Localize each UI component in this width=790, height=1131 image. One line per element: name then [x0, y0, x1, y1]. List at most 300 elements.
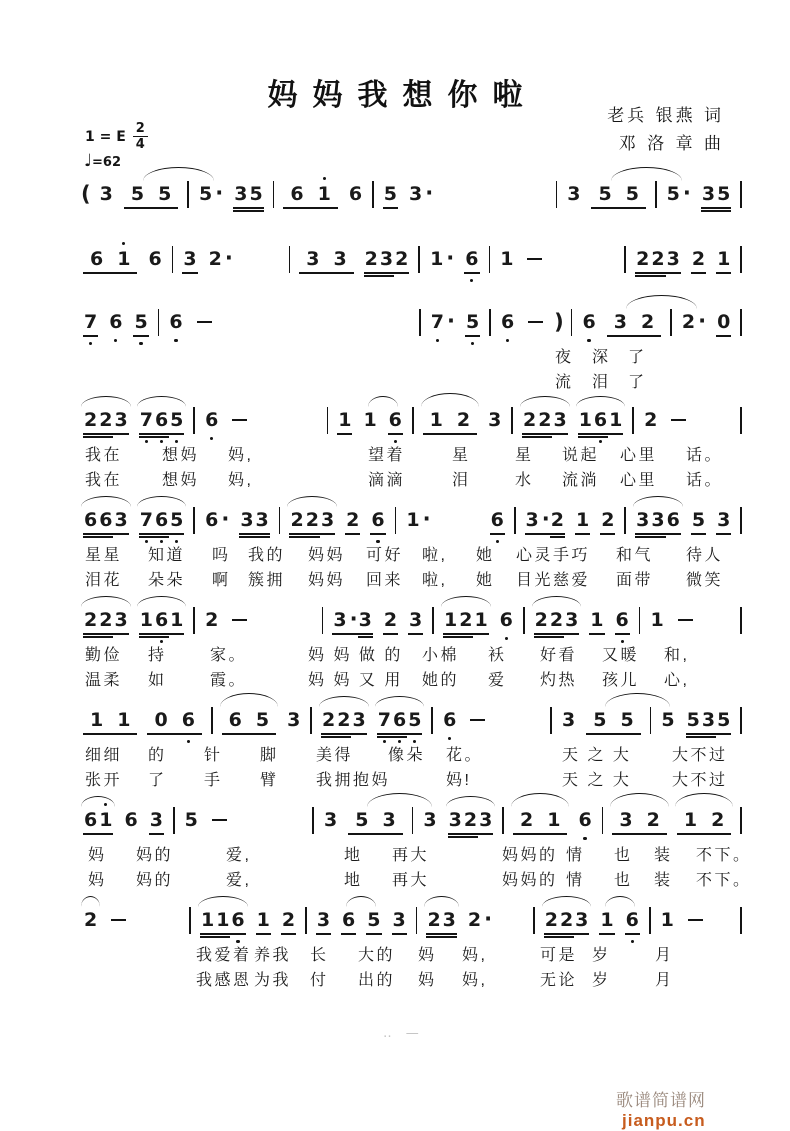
note-group [499, 609, 514, 631]
bar-line [412, 807, 414, 834]
lyric-syllable: 妈, [228, 447, 254, 464]
lyric-syllable: 目光慈爱 [516, 572, 591, 589]
lyric-syllable: 簇拥 [248, 572, 286, 589]
lyric-syllable: 妈妈 [308, 572, 346, 589]
bar-line [416, 907, 418, 934]
note: 3 [114, 509, 128, 531]
note-group [83, 409, 129, 431]
note-group [222, 709, 276, 731]
note-group [198, 183, 223, 205]
note-group [625, 909, 640, 931]
lyric-syllable: 大的 [358, 947, 396, 964]
note: 5 [355, 809, 369, 831]
music-system [0, 409, 790, 501]
bar-line [327, 407, 329, 434]
lyric-syllable: 啦, [422, 547, 448, 564]
dash-extension [671, 419, 686, 421]
lyric-syllable: 泪花 [85, 572, 123, 589]
note: 1 [683, 809, 698, 831]
note-group [500, 311, 515, 333]
lyric-syllable: 再大 [392, 872, 430, 889]
note-group [99, 183, 114, 205]
note-group [575, 509, 590, 531]
note: 1 [256, 909, 270, 931]
bar-line [187, 181, 189, 208]
note-group [123, 809, 138, 831]
notes-row [78, 509, 746, 534]
note: 5 [666, 183, 680, 205]
note-group [635, 509, 681, 531]
note-group [323, 809, 338, 831]
note-group [522, 409, 568, 431]
note-group [147, 709, 201, 731]
note-group [691, 248, 706, 270]
note-group [405, 509, 430, 531]
augmentation-dot: · [447, 309, 456, 333]
note: 6 [230, 909, 245, 931]
octave-dot-below [383, 740, 386, 743]
bar-line [511, 407, 513, 434]
music-system [0, 509, 790, 601]
lyric-syllable: 妈 [88, 847, 107, 864]
lyric-syllable: 了 [628, 374, 647, 391]
note-group [525, 509, 565, 531]
augmentation-dot: · [682, 181, 691, 205]
augmentation-dot: · [349, 607, 358, 631]
note: 5 [407, 709, 422, 731]
lyric-syllable: 朵朵 [148, 572, 186, 589]
lyric-syllable: 星星 [85, 547, 123, 564]
lyric-syllable: 想妈 [162, 472, 200, 489]
note-group [364, 248, 410, 270]
note: 1 [609, 409, 623, 431]
note: 2 [463, 809, 478, 831]
lyric-syllable: 再大 [392, 847, 430, 864]
note: 1 [139, 609, 153, 631]
lyric-syllable: 妈的 [136, 872, 174, 889]
note: 6 [392, 709, 407, 731]
lyric-syllable: 张开 [85, 772, 123, 789]
notes-row [78, 909, 746, 934]
note: 5 [661, 709, 675, 731]
augmentation-dot: · [484, 907, 493, 931]
note-group [341, 909, 356, 931]
note: 2 [711, 809, 725, 831]
note: 2 [456, 409, 471, 431]
note-group [256, 909, 271, 931]
lyric-syllable: 流淌 [562, 472, 600, 489]
dash-extension [470, 719, 485, 721]
note: 5 [133, 311, 148, 333]
dash-extension [232, 419, 247, 421]
note: 6 [581, 311, 596, 333]
bar-line [305, 907, 307, 934]
note: 6 [370, 509, 385, 531]
lyric-syllable: 可好 [366, 547, 404, 564]
note: 6 [205, 509, 219, 531]
lyric-syllable: 手 [204, 772, 223, 789]
dash-extension [528, 321, 543, 323]
lyric-syllable: 啦, [422, 572, 448, 589]
note: 6 [666, 509, 680, 531]
lyric-syllable: 孩儿 [602, 672, 640, 689]
note: 3 [149, 809, 163, 831]
note: 1 [660, 909, 674, 931]
note-group [208, 248, 233, 270]
note: 1 [575, 509, 590, 531]
quarter-note-icon: ♩ [84, 151, 93, 171]
lyric-syllable: 灼热 [540, 672, 578, 689]
bar-line [632, 407, 634, 434]
bar-line [431, 707, 433, 734]
note: 6 [228, 709, 242, 731]
octave-dot-below [448, 737, 451, 740]
note-group [204, 409, 219, 431]
lyric-syllable: 持 [148, 647, 167, 664]
note-group [577, 809, 592, 831]
note-group [649, 609, 664, 631]
note: 3 [358, 609, 372, 631]
octave-dot-below [471, 342, 474, 345]
lyric-syllable: 月 [655, 947, 674, 964]
note-group [147, 248, 162, 270]
lyric-syllable: 大不过 [672, 772, 728, 789]
note: 5 [598, 183, 612, 205]
lyric-syllable: 天 之 大 [562, 772, 632, 789]
note-group [383, 609, 398, 631]
lyric-syllable: 地 [344, 847, 363, 864]
lyric-syllable: 又暖 [602, 647, 640, 664]
note: 6 [348, 183, 363, 205]
note: 3 [423, 809, 437, 831]
note-group [321, 709, 367, 731]
lyric-syllable: 装 [654, 847, 673, 864]
watermark-domain-link[interactable]: jianpu.cn [622, 1111, 706, 1130]
lyric-syllable: 我在 [85, 447, 123, 464]
note: 2 [99, 609, 113, 631]
lyric-syllable: 我拥抱妈 [316, 772, 391, 789]
music-system [0, 311, 790, 403]
lyric-syllable: 爱 [488, 672, 507, 689]
note-group [182, 248, 197, 270]
note-group [430, 311, 455, 333]
lyric-syllable: 针 [204, 747, 223, 764]
note: 6 [84, 509, 98, 531]
note: 6 [625, 909, 640, 931]
note: 1 [317, 183, 332, 205]
lyric-syllable: 吗 [212, 547, 231, 564]
note: 2 [681, 311, 696, 333]
note: 5 [367, 909, 381, 931]
note: 5 [383, 183, 397, 205]
note-group [345, 509, 360, 531]
note-group [681, 311, 706, 333]
note-group [366, 909, 381, 931]
slur-arc [611, 167, 682, 181]
note: 1 [547, 809, 561, 831]
lyric-syllable: 水 [515, 472, 534, 489]
octave-dot-below [210, 437, 213, 440]
bar-line [556, 181, 558, 208]
lyric-syllable: 温柔 [85, 672, 123, 689]
lyric-syllable: 了 [148, 772, 167, 789]
lyric-syllable: 岁 [592, 947, 611, 964]
note: 3 [636, 509, 650, 531]
bar-line [489, 246, 491, 273]
lyric-syllable: 臂 [260, 772, 279, 789]
note: 2 [601, 509, 615, 531]
note: 2 [519, 809, 534, 831]
bar-line [650, 707, 652, 734]
note: 1 [443, 609, 458, 631]
note: 6 [154, 509, 169, 531]
note: 1 [429, 409, 443, 431]
lyric-syllable: 妈妈的 [502, 872, 558, 889]
note: 3 [525, 509, 539, 531]
note: 3 [352, 709, 366, 731]
note: 3 [323, 809, 338, 831]
bar-line [624, 507, 626, 534]
bar-line [289, 246, 291, 273]
note: 6 [500, 311, 515, 333]
lyric-syllable: 妈 妈 又 用 [308, 672, 403, 689]
note: 3 [333, 248, 347, 270]
note: 6 [342, 909, 356, 931]
lyric-syllable: 想妈 [162, 447, 200, 464]
note: 5 [717, 183, 731, 205]
note: 5 [184, 809, 198, 831]
bar-line [279, 507, 281, 534]
lyric-syllable: 话。 [686, 472, 724, 489]
bar-line [310, 707, 312, 734]
note: 5 [593, 709, 607, 731]
lyric-syllable: 霞。 [210, 672, 248, 689]
note: 3 [306, 248, 320, 270]
note-group [660, 909, 675, 931]
augmentation-dot: · [224, 246, 233, 270]
bar-line [550, 707, 552, 734]
note-group [691, 509, 706, 531]
note: 5 [686, 709, 700, 731]
note: 2 [84, 909, 98, 931]
bar-line [602, 807, 604, 834]
note: 1 [590, 609, 604, 631]
note: 0 [717, 311, 731, 333]
note: 6 [154, 409, 169, 431]
lyric-syllable: 回来 [366, 572, 404, 589]
note-group [281, 909, 296, 931]
note-group [377, 709, 423, 731]
note: 2 [322, 709, 336, 731]
note-group [464, 248, 479, 270]
note-group [149, 809, 164, 831]
lyric-syllable: 像朵 [388, 747, 426, 764]
note-group [423, 409, 477, 431]
lyric-syllable: 滴滴 [368, 472, 406, 489]
note-group [83, 809, 113, 831]
note-group [286, 709, 301, 731]
octave-dot-below [187, 740, 190, 743]
note: 1 [500, 248, 514, 270]
note-group [716, 311, 731, 333]
note: 3 [287, 709, 301, 731]
note: 3 [651, 509, 665, 531]
note-group [643, 409, 658, 431]
note: 1 [406, 509, 420, 531]
note-group [408, 609, 423, 631]
bar-line [158, 309, 160, 336]
note-group [133, 311, 148, 333]
lyric-syllable: 细细 [85, 747, 123, 764]
notes-row [78, 183, 746, 208]
note: 5 [255, 709, 270, 731]
note-group [83, 609, 129, 631]
parenthesis: ( [81, 182, 91, 206]
octave-dot-below [436, 339, 439, 342]
note-group [443, 609, 489, 631]
note: 2 [467, 909, 482, 931]
lyric-syllable: 心里 [620, 472, 658, 489]
lyric-syllable: 妈 妈 做 的 [308, 647, 403, 664]
note: 2 [640, 311, 655, 333]
note: 6 [124, 809, 138, 831]
lyric-syllable: 妈, [462, 972, 488, 989]
bar-line [419, 309, 421, 336]
augmentation-dot: · [541, 507, 550, 531]
note-group [701, 183, 731, 205]
note: 6 [388, 409, 403, 431]
note: 2 [559, 909, 574, 931]
note-group [289, 509, 335, 531]
note-group [666, 183, 691, 205]
note: 3 [701, 709, 716, 731]
note: 7 [377, 709, 392, 731]
lyric-syllable: 妈, [228, 472, 254, 489]
bar-line [740, 407, 742, 434]
note: 3 [448, 809, 462, 831]
note: 6 [464, 248, 479, 270]
note: 5 [169, 409, 184, 431]
note: 3 [666, 248, 680, 270]
note-group [513, 809, 567, 831]
note: 2 [395, 248, 409, 270]
bar-line [740, 807, 742, 834]
note: 2 [549, 609, 564, 631]
octave-dot-below [139, 342, 142, 345]
lyric-syllable: 妈 [418, 972, 437, 989]
lyric-syllable: 望着 [368, 447, 406, 464]
octave-dot-below [114, 339, 117, 342]
composer-credit: 邓 洛 章 曲 [618, 134, 724, 154]
note: 2 [636, 248, 650, 270]
lyric-syllable: 美得 [316, 747, 354, 764]
lyric-syllable: 和气 [616, 547, 654, 564]
note: 6 [108, 311, 123, 333]
music-system [0, 909, 790, 1001]
lyric-syllable: 出的 [358, 972, 396, 989]
note: 1 [578, 409, 592, 431]
note: 2 [691, 248, 706, 270]
lyric-syllable: 话。 [686, 447, 724, 464]
lyric-syllable: 泪 [592, 374, 611, 391]
bar-line [740, 607, 742, 634]
page-title: 妈妈我想你啦 [267, 78, 538, 113]
lyric-syllable: 了 [628, 349, 647, 366]
note: 2 [346, 509, 360, 531]
lyric-syllable: 地 [344, 872, 363, 889]
note: 3 [392, 909, 406, 931]
note: 2 [522, 409, 537, 431]
note-group [581, 311, 596, 333]
bar-line [193, 507, 195, 534]
note-group [83, 909, 98, 931]
note: 3 [183, 248, 197, 270]
dash-extension [232, 619, 247, 621]
lyric-syllable: 爱, [226, 872, 252, 889]
bar-line [372, 181, 374, 208]
octave-dot-below [583, 837, 586, 840]
lyric-syllable: 星 [452, 447, 471, 464]
note: 1 [200, 909, 215, 931]
note: 6 [499, 609, 514, 631]
lyric-syllable: 如 [148, 672, 167, 689]
note-group [442, 709, 457, 731]
note: 3 [567, 183, 581, 205]
lyric-syllable: 流 [555, 374, 574, 391]
note-group [600, 509, 615, 531]
lyric-syllable: 深 [592, 349, 611, 366]
bar-line [312, 807, 314, 834]
note: 1 [717, 248, 731, 270]
note: 3 [561, 709, 576, 731]
note-group [534, 609, 580, 631]
lyricist-credit: 老兵 银燕 词 [607, 106, 724, 126]
bar-line [211, 707, 213, 734]
note: 6 [290, 183, 304, 205]
note: 5 [717, 709, 731, 731]
note: 3 [619, 809, 633, 831]
lyric-syllable: 长 [310, 947, 329, 964]
lyric-syllable: 微笑 [686, 572, 724, 589]
note: 2 [290, 509, 304, 531]
augmentation-dot: · [215, 181, 224, 205]
bar-line [740, 181, 742, 208]
note: 6 [84, 809, 98, 831]
bar-line [740, 246, 742, 273]
note: 7 [83, 311, 98, 333]
lyric-syllable: 知道 [148, 547, 186, 564]
dash-extension [688, 919, 703, 921]
note: 5 [465, 311, 480, 333]
dash-extension [527, 258, 542, 260]
lyric-syllable: 妈! [446, 772, 472, 789]
lyric-syllable: 星 [515, 447, 534, 464]
note: 3 [114, 409, 128, 431]
note-group [332, 609, 372, 631]
note: 5 [130, 183, 145, 205]
note: 3 [114, 609, 128, 631]
note-group [467, 909, 492, 931]
meter-denominator: 4 [135, 137, 145, 152]
note: 7 [430, 311, 445, 333]
dash-extension [212, 819, 227, 821]
note-group [83, 709, 137, 731]
note-group [591, 183, 645, 205]
note: 1 [117, 709, 131, 731]
key-label: 1 = E [85, 128, 126, 145]
bar-line [624, 246, 626, 273]
octave-dot-below [470, 279, 473, 282]
